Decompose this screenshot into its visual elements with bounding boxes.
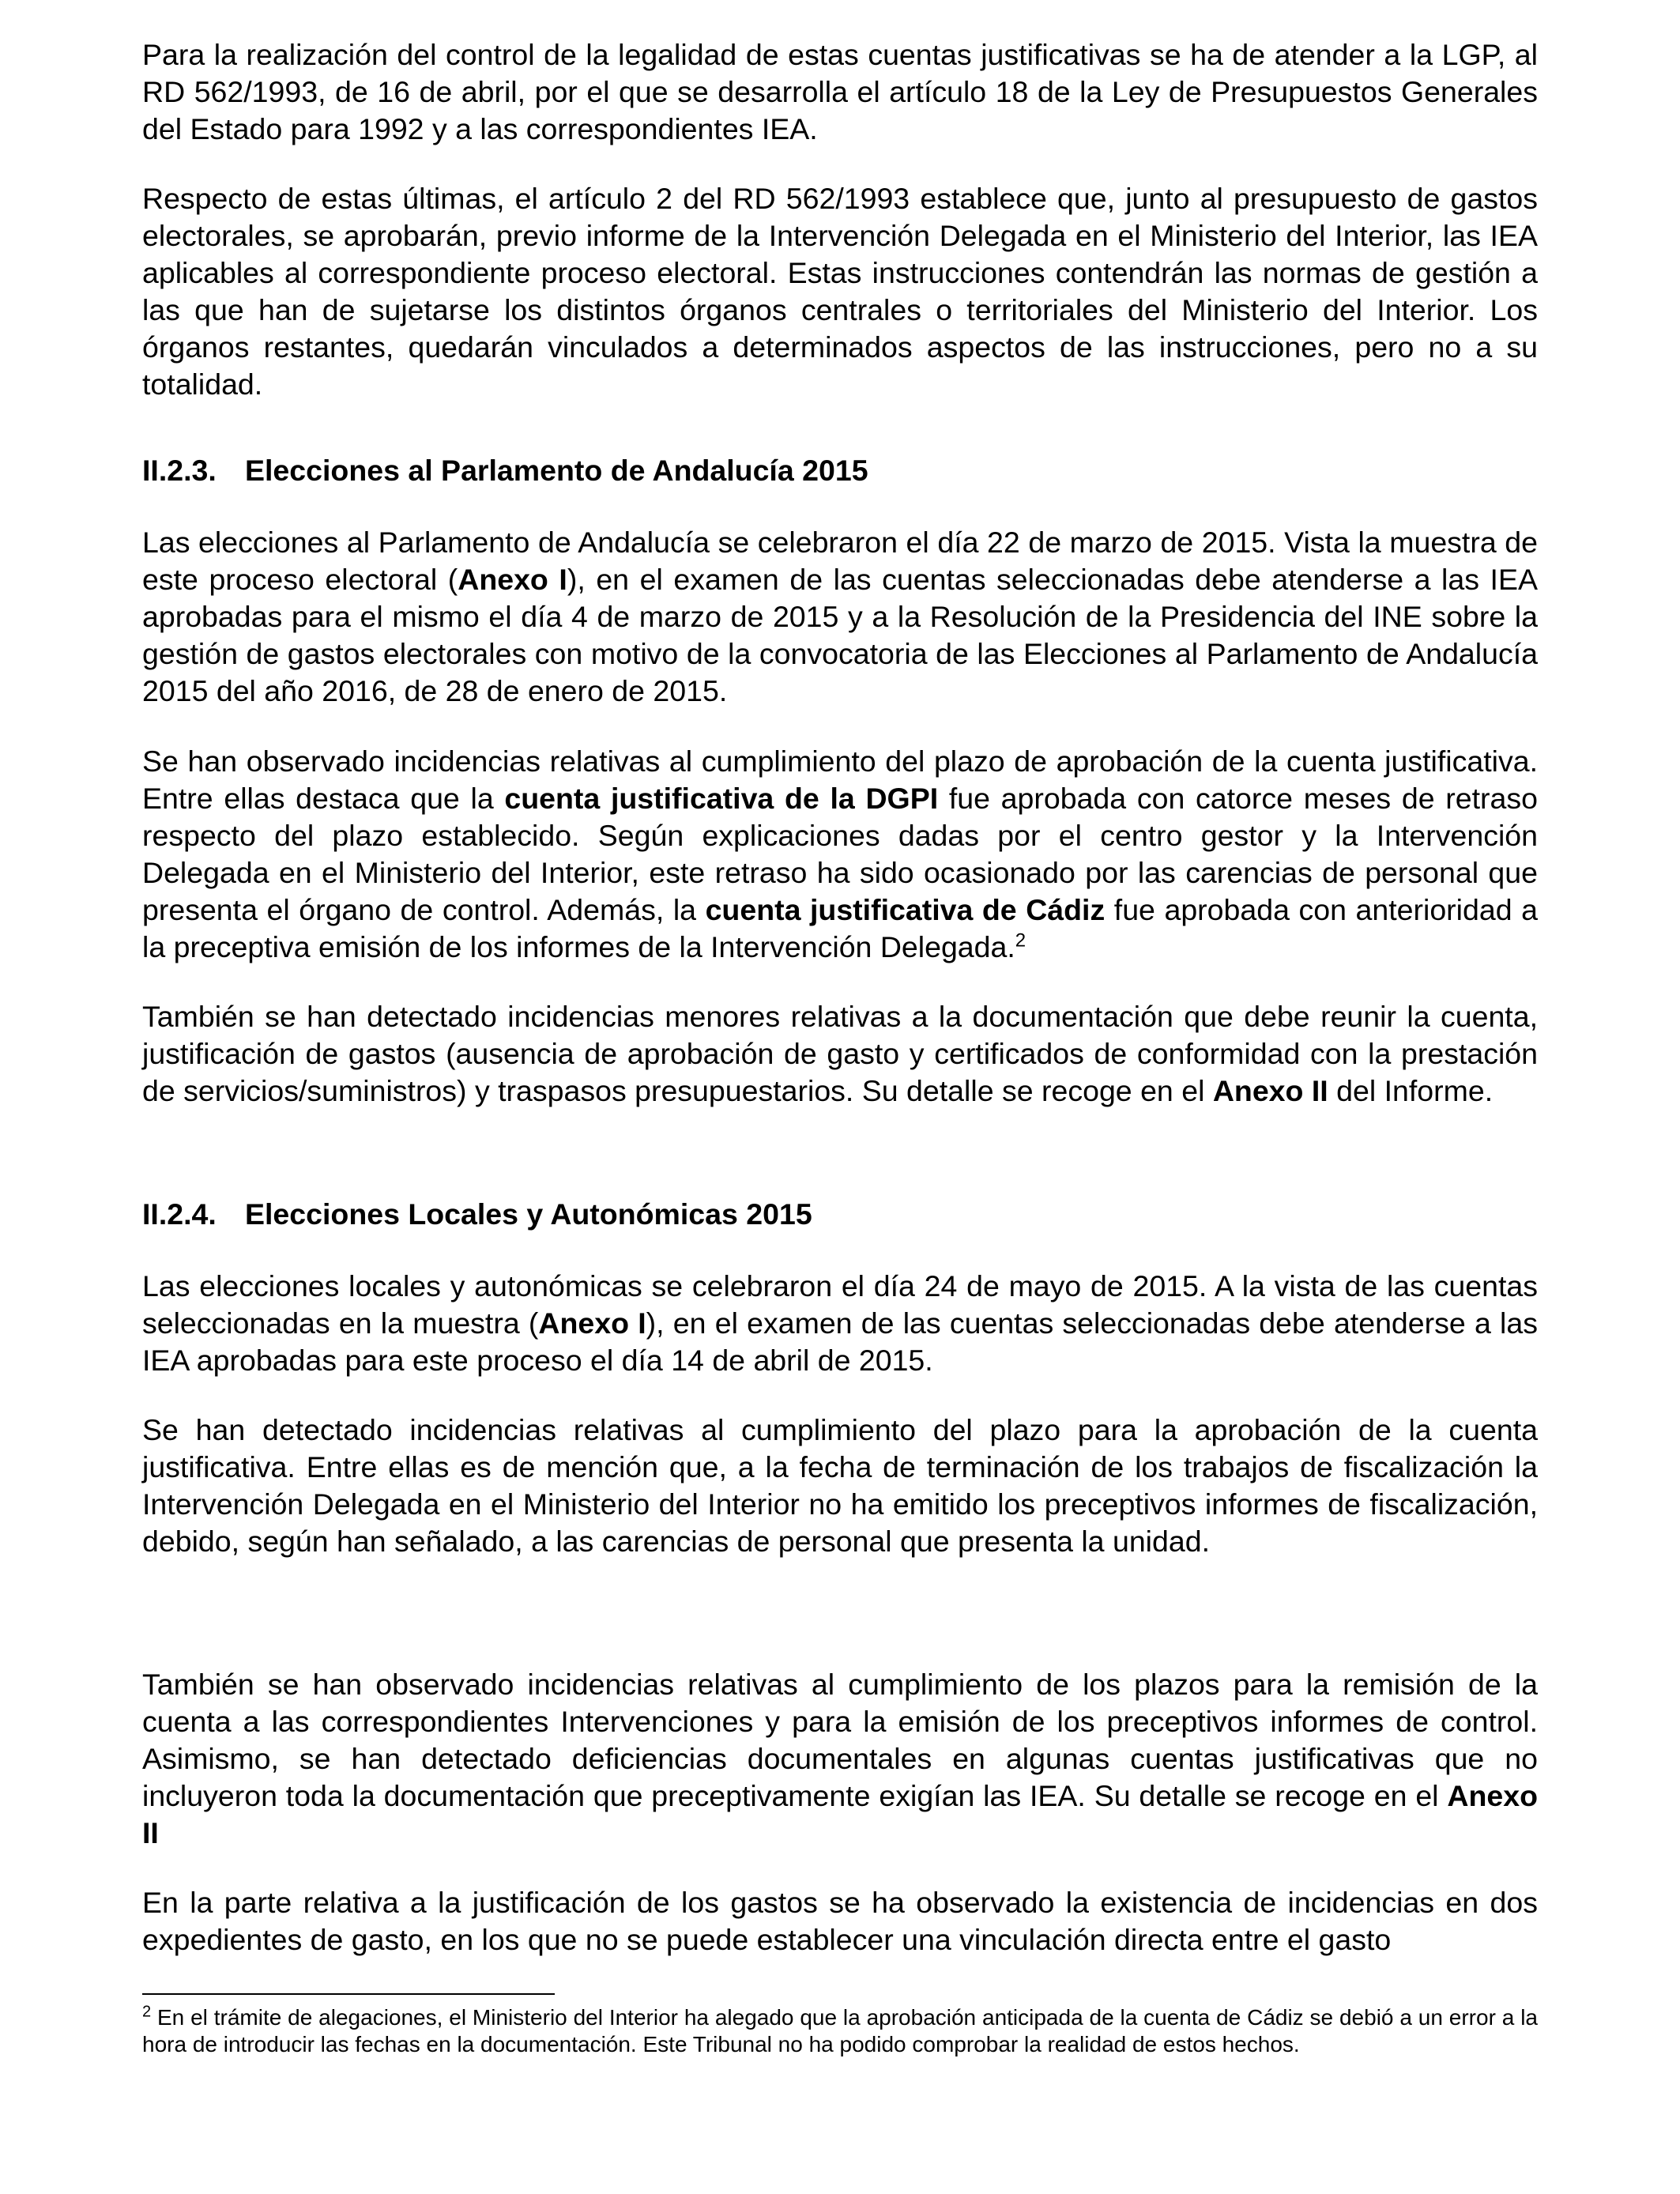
annex-reference: Anexo II [1212,1074,1328,1107]
footnote-divider [142,1993,555,1995]
section-number: II.2.4. [142,1197,217,1231]
paragraph-submission-deadlines: También se han observado incidencias relativas al cumplimiento de los plazos para la remisión de la cuenta a las correspondientes Intervenciones y para la emisión de los preceptivos informes de control. Asimismo, se han detectado deficiencias documentales en algunas cuentas justificativas que no incluyeron toda la documentación que preceptivamente exigían las IEA. Su detalle se recoge en el Anexo II [142,1668,1538,1849]
section-heading-local-elections [142,1196,812,1233]
footnote-marker[interactable]: 2 [1015,929,1026,952]
annex-reference: Anexo I [458,563,567,596]
dgpi-account-reference: cuenta justificativa de la DGPI [504,782,939,815]
section-title: Elecciones al Parlamento de Andalucía 2015 [245,454,868,487]
paragraph-dgpi-delay: Se han observado incidencias relativas al cumplimiento del plazo de aprobación de la cuenta justificativa. Entre ellas destaca que la cuenta justificativa de la DGPI fue aprobada con catorce meses de retraso respecto del plazo establecido. Según explicaciones dadas por el centro gestor y la Intervención Delegada en el Ministerio del Interior, este retraso ha sido ocasionado por las carencias de personal que presenta el órgano de control. Además, la cuenta justificativa de Cádiz fue aprobada con anterioridad a la preceptiva emisión de los informes de la Intervención Delegada.$^2$ [142,745,1538,963]
footnote [142,2004,1538,2058]
footnote-text: En el trámite de alegaciones, el Ministerio del Interior ha alegado que la aprobación anticipada de la cuenta de Cádiz se debió a un error a la hora de introducir las fechas en la documentación. Este Tribunal no ha podido comprobar la realidad de estos hechos. [142,2005,1538,2056]
paragraph-iea-instructions: Respecto de estas últimas, el artículo 2 del RD 562/1993 establece que, junto al presupuesto de gastos electorales, se aprobarán, previo informe de la Intervención Delegada en el Ministerio del Interior, las IEA aplicables al correspondiente proceso electoral. Estas instrucciones contendrán las normas de gestión a las que han de sujetarse los distintos órganos centrales o territoriales del Ministerio del Interior. Los órganos restantes, quedarán vinculados a determinados aspectos de las instrucciones, pero no a su totalidad. [142,182,1538,401]
section-heading-andalucia [142,452,868,489]
paragraph-local-elections: Las elecciones locales y autonómicas se celebraron el día 24 de mayo de 2015. A la vista de las cuentas seleccionadas en la muestra (Anexo I), en el examen de las cuentas seleccionadas debe atenderse a las IEA aprobadas para este proceso el día 14 de abril de 2015. [142,1269,1538,1377]
paragraph-approval-deadline: Se han detectado incidencias relativas al cumplimiento del plazo para la aprobación de la cuenta justificativa. Entre ellas es de mención que, a la fecha de terminación de los trabajos de fiscalización la Intervención Delegada en el Ministerio del Interior no ha emitido los preceptivos informes de fiscalización, debido, según han señalado, a las carencias de personal que presenta la unidad. [142,1413,1538,1558]
cadiz-account-reference: cuenta justificativa de Cádiz [705,893,1106,926]
paragraph-legal-framework: Para la realización del control de la legalidad de estas cuentas justificativas se ha de atender a la LGP, al RD 562/1993, de 16 de abril, por el que se desarrolla el artículo 18 de la Ley de Presupuestos Generales del Estado para 1992 y a las correspondientes IEA. [142,38,1538,145]
paragraph-andalucia-elections: Las elecciones al Parlamento de Andalucía se celebraron el día 22 de marzo de 2015. Vista la muestra de este proceso electoral (Anexo I), en el examen de las cuentas seleccionadas debe atenderse a las IEA aprobadas para el mismo el día 4 de marzo de 2015 y a la Resolución de la Presidencia del INE sobre la gestión de gastos electorales con motivo de la convocatoria de las Elecciones al Parlamento de Andalucía 2015 del año 2016, de 28 de enero de 2015. [142,526,1538,707]
paragraph-expense-justification: En la parte relativa a la justificación de los gastos se ha observado la existencia de incidencias en dos expedientes de gasto, en los que no se puede establecer una vinculación directa entre el gasto [142,1886,1538,1956]
paragraph-minor-incidents: También se han detectado incidencias menores relativas a la documentación que debe reunir la cuenta, justificación de gastos (ausencia de aprobación de gasto y certificados de conformidad con la prestación de servicios/suministros) y traspasos presupuestarios. Su detalle se recoge en el Anexo II del Informe. [142,1000,1538,1107]
annex-reference: Anexo II [142,1779,1538,1849]
section-number: II.2.3. [142,454,217,487]
section-title: Elecciones Locales y Autonómicas 2015 [245,1197,812,1231]
annex-reference: Anexo I [538,1306,646,1340]
footnote-number: 2 [142,2003,152,2021]
